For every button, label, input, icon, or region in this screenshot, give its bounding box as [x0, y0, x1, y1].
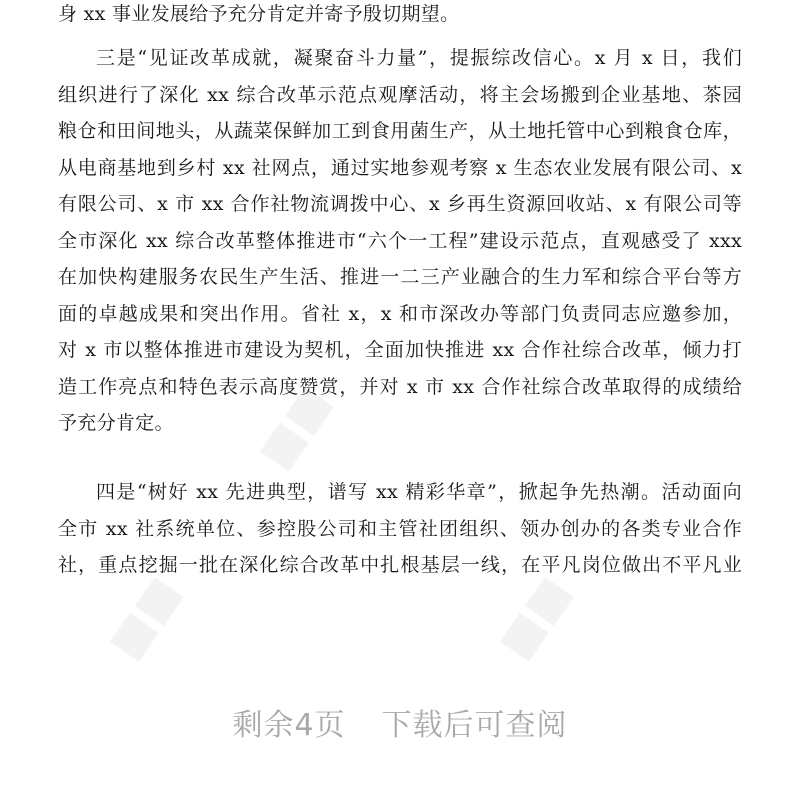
text-line: 予充分肯定。: [58, 412, 174, 434]
text-line: 全市深化 xx 综合改革整体推进市“六个一工程”建设示范点，直观感受了 xxx: [58, 229, 742, 252]
text-line: 在加快构建服务农民生产生活、推进一二三产业融合的生力军和综合平台等方: [58, 266, 742, 288]
text-line: 社，重点挖掘一批在深化综合改革中扎根基层一线，在平凡岗位做出不平凡业: [58, 554, 742, 576]
text-line: 有限公司、x 市 xx 合作社物流调拨中心、x 乡再生资源回收站、x 有限公司等: [58, 193, 742, 215]
text-line: 全市 xx 社系统单位、参控股公司和主管社团组织、领办创办的各类专业合作: [58, 517, 742, 540]
download-to-view-label: 下载后可查阅: [381, 708, 568, 743]
text-line: 粮仓和田间地头，从蔬菜保鲜加工到食用菌生产，从土地托管中心到粮食仓库，: [58, 120, 742, 142]
text-line: 对 x 市以整体推进市建设为契机，全面加快推进 xx 合作社综合改革，倾力打: [58, 339, 742, 361]
text-line: 四是“树好 xx 先进典型，谱写 xx 精彩华章”，掀起争先热潮。活动面向: [96, 481, 742, 503]
download-notice[interactable]: [0, 700, 800, 744]
text-line: 三是“见证改革成就，凝聚奋斗力量”，提振综改信心。x 月 x 日，我们: [96, 47, 742, 69]
text-line: 从电商基地到乡村 xx 社网点，通过实地参观考察 x 生态农业发展有限公司、x: [58, 156, 742, 179]
paragraph-three: [58, 40, 742, 442]
text-line: 面的卓越成果和突出作用。省社 x，x 和市深改办等部门负责同志应邀参加，: [58, 302, 742, 325]
text-line: 身 xx 事业发展给予充分肯定并寄予殷切期望。: [58, 3, 460, 25]
text-line: 造工作亮点和特色表示高度赞赏，并对 x 市 xx 合作社综合改革取得的成绩给: [58, 375, 742, 398]
paragraph-top: [58, 0, 742, 33]
remaining-pages-label: 剩余4页: [232, 708, 346, 743]
paragraph-four: [58, 474, 742, 584]
text-line: 组织进行了深化 xx 综合改革示范点观摩活动，将主会场搬到企业基地、茶园: [58, 83, 742, 106]
